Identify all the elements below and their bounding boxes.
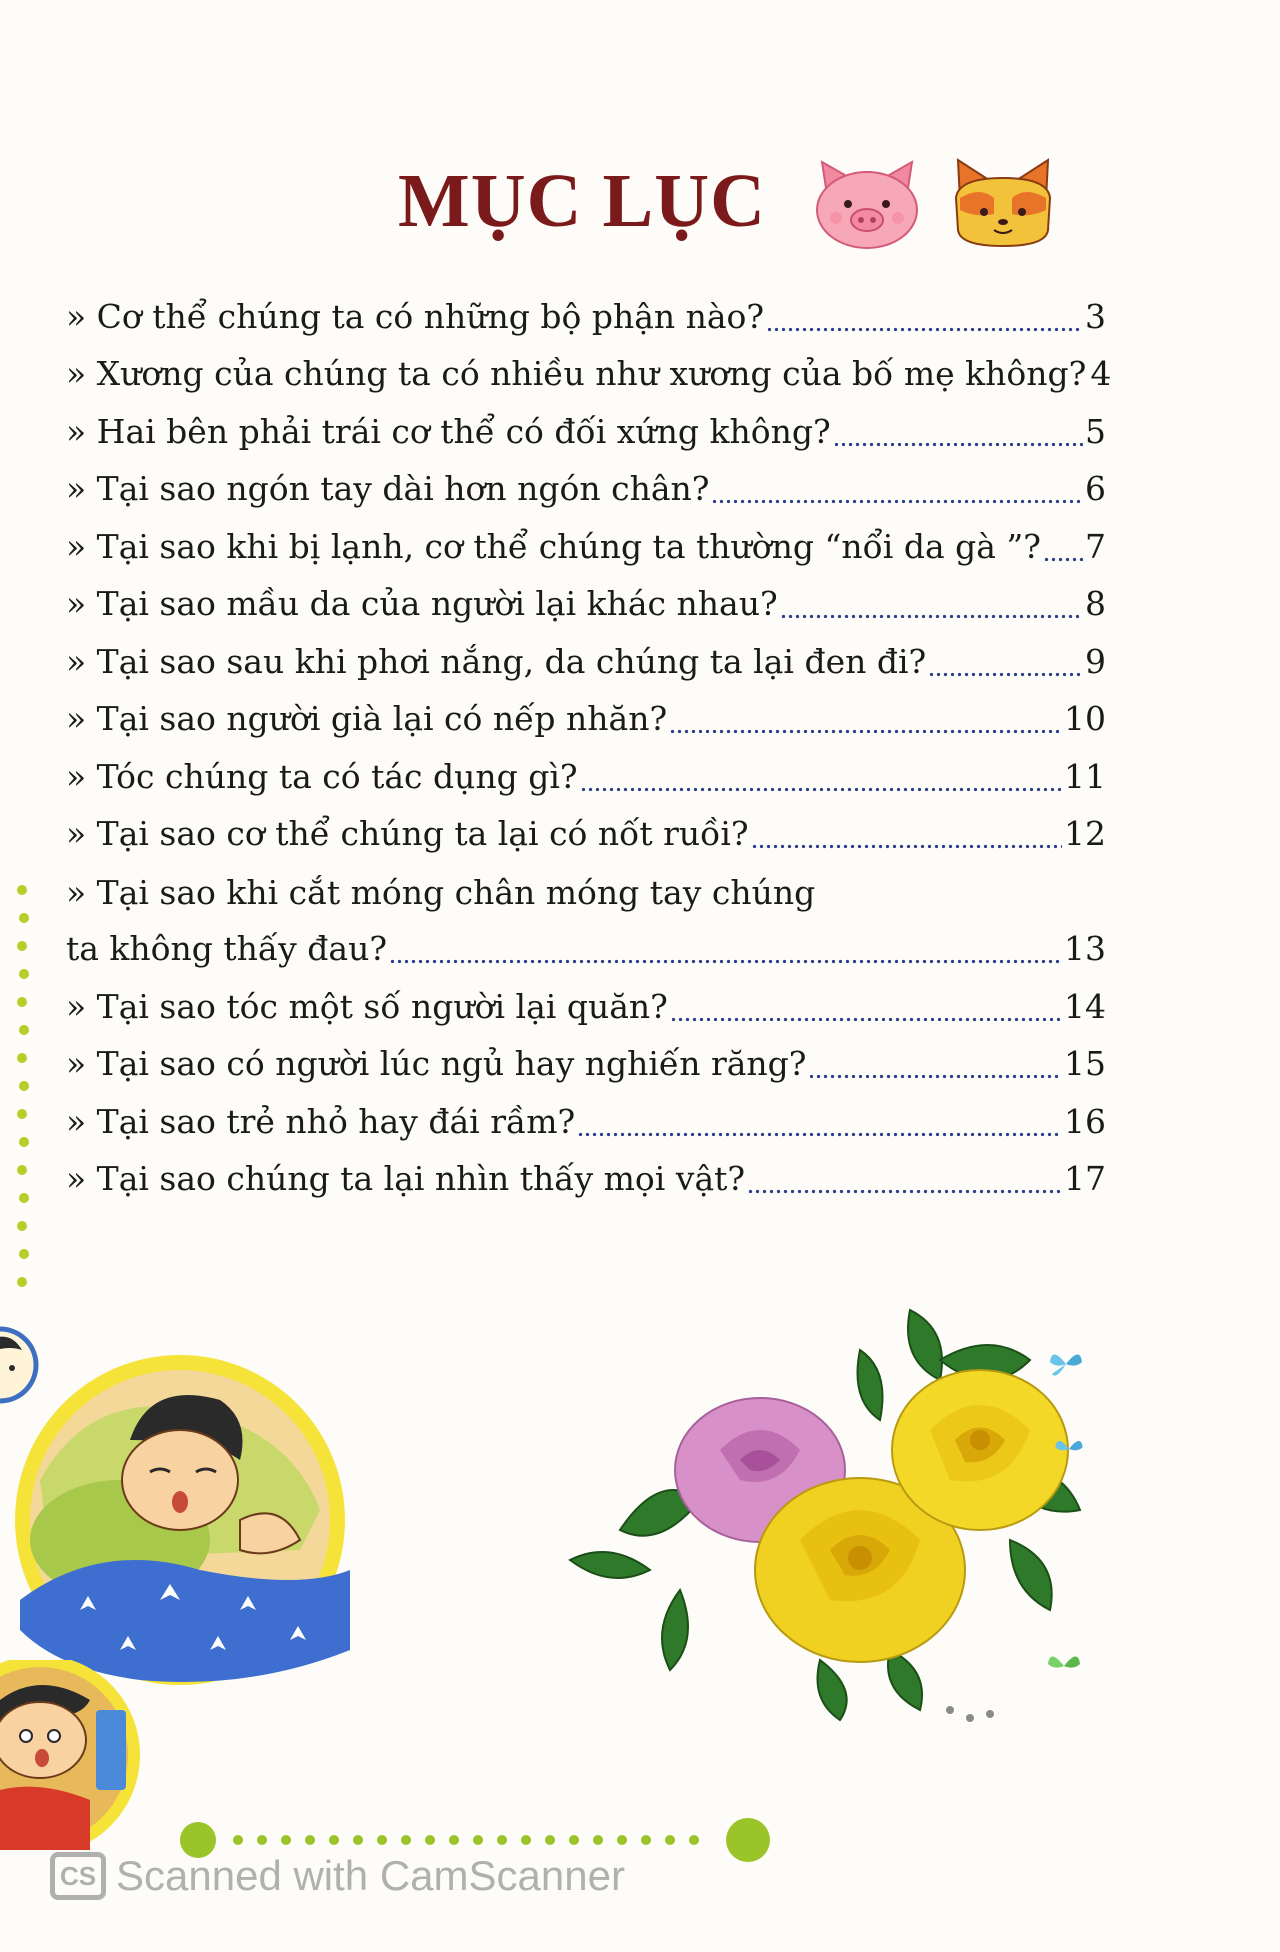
page-number: 3 (1085, 296, 1106, 336)
toc-entry[interactable]: » Hai bên phải trái cơ thể có đối xứng không? 5 (66, 411, 1106, 451)
butterfly-icon (1052, 1432, 1086, 1466)
dot-leader (766, 327, 1083, 332)
page-number: 5 (1085, 411, 1106, 451)
toc-entry[interactable]: » Tại sao người già lại có nếp nhăn? 10 (66, 699, 1106, 738)
toc-entry[interactable]: » Tại sao có người lúc ngủ hay nghiến răng? 15 (66, 1044, 1106, 1083)
toc-entry[interactable]: » Tại sao cơ thể chúng ta lại có nốt ruồi? 12 (66, 814, 1106, 853)
page-number: 17 (1064, 1159, 1106, 1198)
toc-entry[interactable]: » Tại sao tóc một số người lại quăn? 14 (66, 986, 1106, 1026)
page-number: 10 (1064, 699, 1106, 738)
dot-leader (747, 1189, 1062, 1194)
dot-leader (669, 729, 1062, 734)
toc-entry[interactable]: » Cơ thể chúng ta có những bộ phận nào? 3 (66, 296, 1106, 336)
page-title: MỤC LỤC (398, 159, 766, 243)
dot-leader (928, 672, 1083, 677)
page-number: 16 (1064, 1101, 1106, 1141)
boy-illustration (0, 1660, 150, 1850)
toc-entry[interactable]: » Tại sao trẻ nhỏ hay đái rầm? 16 (66, 1101, 1106, 1141)
dot-leader (577, 1132, 1062, 1137)
page-number: 9 (1085, 641, 1106, 681)
toc-entry[interactable]: » Tại sao chúng ta lại nhìn thấy mọi vật? 17 (66, 1159, 1106, 1198)
sleeping-boy-illustration (0, 1350, 360, 1690)
camscanner-logo: CS (50, 1852, 106, 1900)
toc-entry[interactable]: » Tại sao khi bị lạnh, cơ thể chúng ta thường “nổi da gà ”? 7 (66, 526, 1106, 566)
dot-leader (1043, 557, 1083, 562)
dot-leader (833, 442, 1083, 447)
dot-leader (670, 1017, 1062, 1022)
dot-leader (580, 787, 1062, 792)
dotted-border-left (14, 880, 34, 1300)
page-number: 7 (1085, 526, 1106, 566)
butterfly-icon (1044, 1646, 1084, 1686)
toc-entry[interactable]: » Tại sao khi cắt móng chân móng tay chúng ta không thấy đau? 13 (66, 873, 1106, 968)
fox-face-icon (950, 158, 1056, 250)
toc-entry[interactable]: » Tại sao ngón tay dài hơn ngón chân? 6 (66, 469, 1106, 508)
scanner-watermark (50, 1852, 625, 1900)
page-number: 13 (1064, 929, 1106, 968)
page-number: 11 (1064, 756, 1106, 796)
page-number: 8 (1085, 584, 1106, 623)
page-number: 14 (1064, 986, 1106, 1026)
dot-leader (808, 1074, 1062, 1079)
toc-entry[interactable]: » Tại sao sau khi phơi nắng, da chúng ta lại đen đi? 9 (66, 641, 1106, 681)
dot-leader (389, 959, 1062, 964)
watermark-text: Scanned with CamScanner (116, 1852, 625, 1899)
table-of-contents (66, 290, 1112, 1210)
butterfly-icon (1046, 1344, 1086, 1384)
toc-entry[interactable]: » Xương của chúng ta có nhiều như xương của bố mẹ không? 4 (66, 354, 1112, 393)
dot-leader (711, 499, 1083, 504)
rose-bouquet-illustration (560, 1290, 1120, 1730)
toc-entry[interactable]: » Tóc chúng ta có tác dụng gì? 11 (66, 756, 1106, 796)
page-number: 12 (1064, 814, 1106, 853)
page-number: 15 (1064, 1044, 1106, 1083)
page-number: 6 (1085, 469, 1106, 508)
toc-entry[interactable]: » Tại sao mầu da của người lại khác nhau? 8 (66, 584, 1106, 623)
pig-face-icon (812, 158, 922, 250)
dot-leader (780, 614, 1083, 619)
page-number: 4 (1090, 354, 1112, 393)
dot-leader (751, 844, 1062, 849)
